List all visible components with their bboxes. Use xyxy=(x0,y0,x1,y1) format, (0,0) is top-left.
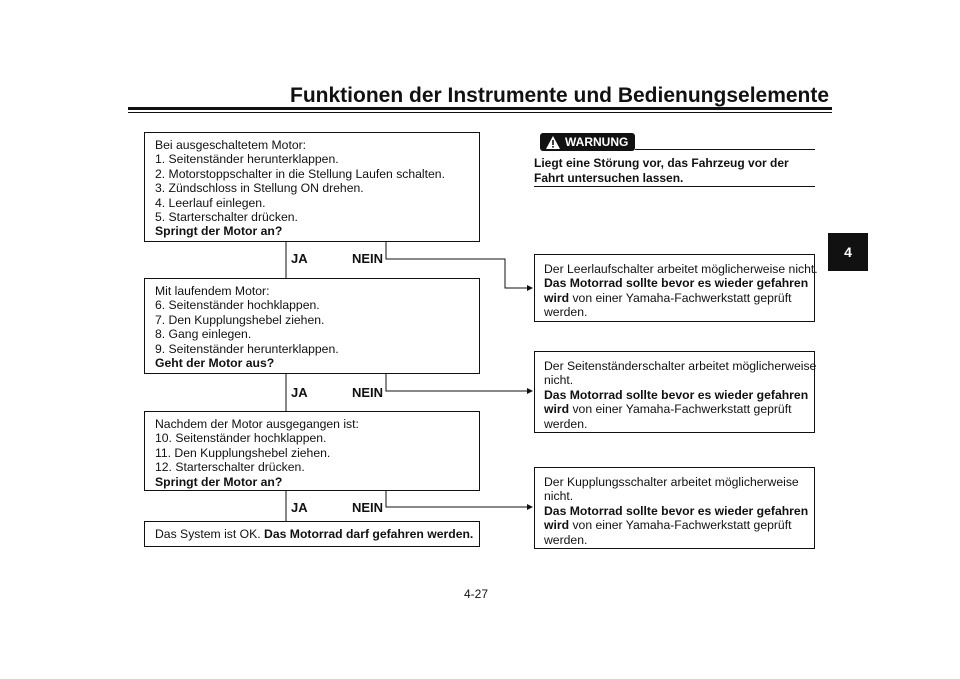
step2-question: Geht der Motor aus? xyxy=(155,356,275,371)
result1-rest: von einer Yamaha-Fachwerkstatt geprüft xyxy=(569,290,792,305)
step1-line: 1. Seitenständer herunterklappen. xyxy=(155,152,339,167)
flow-step-3-box xyxy=(144,411,480,491)
warning-bottom-rule xyxy=(534,186,815,187)
result-box-neutral-switch xyxy=(534,254,818,322)
flow-step-1-box xyxy=(144,132,480,242)
warning-line-1: Liegt eine Störung vor, das Fahrzeug vor der xyxy=(534,156,789,170)
result2-bold: Das Motorrad sollte bevor es wieder gefahren xyxy=(544,387,809,402)
chapter-tab: 4 xyxy=(828,233,868,271)
result-ok-text: Das System ist OK. xyxy=(155,527,265,541)
warning-label xyxy=(540,133,635,151)
no-label-1: NEIN xyxy=(352,251,384,266)
page-title: Funktionen der Instrumente und Bedienungselemente xyxy=(290,84,830,107)
result1-last: werden. xyxy=(544,305,588,320)
step1-question: Springt der Motor an? xyxy=(155,224,283,239)
result3-line: nicht. xyxy=(544,489,574,504)
step1-line: Bei ausgeschaltetem Motor: xyxy=(155,138,307,152)
result-box-sidestand-switch xyxy=(534,351,815,433)
warning-top-rule xyxy=(635,149,815,150)
yes-label-3: JA xyxy=(291,500,308,515)
yes-label-2: JA xyxy=(291,385,308,400)
page-number: 4-27 xyxy=(464,587,489,601)
warning-line-2: Fahrt untersuchen lassen. xyxy=(534,171,684,185)
result2-bold2: wird xyxy=(544,402,570,417)
step2-line: 9. Seitenständer herunterklappen. xyxy=(155,341,339,356)
step3-line: Nachdem der Motor ausgegangen ist: xyxy=(155,417,359,431)
step2-line: 6. Seitenständer hochklappen. xyxy=(155,298,320,313)
result3-rest: von einer Yamaha-Fachwerkstatt geprüft xyxy=(569,518,792,533)
step1-line: 4. Leerlauf einlegen. xyxy=(155,195,266,210)
result-box-clutch-switch xyxy=(534,467,815,549)
step3-line: 12. Starterschalter drücken. xyxy=(155,460,305,475)
flow-step-2-box xyxy=(144,278,480,374)
header-rule-thin xyxy=(128,112,832,113)
result3-last: werden. xyxy=(544,532,588,547)
connector-no-3 xyxy=(386,491,532,507)
step2-line: Mit laufendem Motor: xyxy=(155,284,270,298)
step3-line: 11. Den Kupplungshebel ziehen. xyxy=(155,445,331,460)
result1-bold2: wird xyxy=(544,290,570,305)
warning-label-text: WARNUNG xyxy=(565,135,629,149)
result-ok-bold: Das Motorrad darf gefahren werden. xyxy=(264,527,474,541)
step3-line: 10. Seitenständer hochklappen. xyxy=(155,431,327,446)
step2-line: 7. Den Kupplungshebel ziehen. xyxy=(155,312,325,327)
result3-line: Der Kupplungsschalter arbeitet möglicherweise xyxy=(544,475,799,489)
step1-line: 5. Starterschalter drücken. xyxy=(155,210,298,225)
step2-line: 8. Gang einlegen. xyxy=(155,327,252,342)
step3-question: Springt der Motor an? xyxy=(155,474,283,489)
flow-result-ok-box xyxy=(144,521,480,547)
result2-last: werden. xyxy=(544,416,588,431)
no-label-2: NEIN xyxy=(352,385,384,400)
step1-line: 3. Zündschloss in Stellung ON drehen. xyxy=(155,181,364,196)
warning-text xyxy=(534,156,816,186)
result1-line: Der Leerlaufschalter arbeitet möglicherweise nicht. xyxy=(544,262,818,276)
connector-no-2 xyxy=(386,374,532,391)
result3-bold2: wird xyxy=(544,518,570,533)
result1-bold: Das Motorrad sollte bevor es wieder gefahren xyxy=(544,276,809,291)
result2-line: nicht. xyxy=(544,373,574,388)
warning-triangle-icon xyxy=(545,135,561,150)
no-label-3: NEIN xyxy=(352,500,384,515)
yes-label-1: JA xyxy=(291,251,308,266)
result2-rest: von einer Yamaha-Fachwerkstatt geprüft xyxy=(569,402,792,417)
result3-bold: Das Motorrad sollte bevor es wieder gefahren xyxy=(544,503,809,518)
result2-line: Der Seitenständerschalter arbeitet möglicherweise xyxy=(544,359,817,373)
header-rule-thick xyxy=(128,107,832,110)
step1-line: 2. Motorstoppschalter in die Stellung Laufen schalten. xyxy=(155,166,445,181)
